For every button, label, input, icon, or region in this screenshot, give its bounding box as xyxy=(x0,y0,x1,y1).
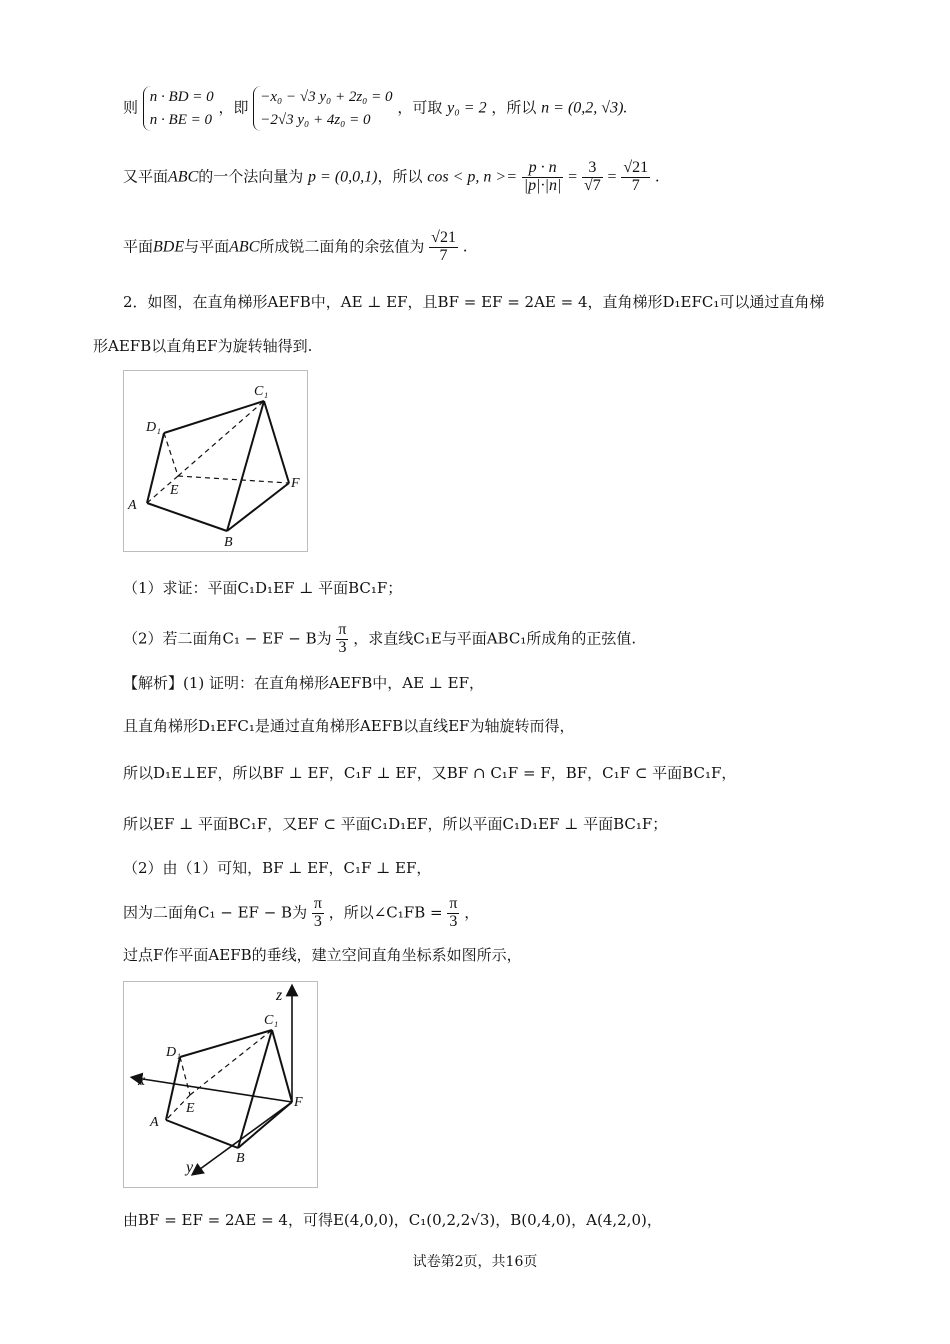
fraction-denominator: 7 xyxy=(631,176,640,194)
line6-text-c: ， xyxy=(464,903,480,922)
label-a: A xyxy=(150,1115,159,1130)
fraction-numerator: π xyxy=(449,895,458,912)
pi-over-3-fraction xyxy=(336,622,348,657)
fraction-denominator: √7 xyxy=(583,176,601,194)
solution-line-3: 所以D₁E⊥EF，所以BF ⊥ EF，C₁F ⊥ EF，又BF ∩ C₁F = F，BF，C₁F ⊂ 平面BC₁F， xyxy=(123,764,737,782)
axis-label-x: x xyxy=(138,1072,146,1089)
label-d1: D₁ xyxy=(166,1045,181,1060)
fraction-denominator: |p|·|n| xyxy=(523,176,562,194)
fraction-dot-over-norm xyxy=(522,160,564,195)
text-c: 所成锐二面角的余弦值为 xyxy=(259,237,425,256)
equals-sign: = xyxy=(568,168,578,186)
fraction-numerator: p · n xyxy=(522,160,564,178)
plane-abc: ABC xyxy=(229,238,260,256)
fraction-denominator: 3 xyxy=(338,638,347,656)
so-text: ，所以 xyxy=(491,98,537,117)
label-b: B xyxy=(236,1151,245,1166)
pi-over-3-fraction xyxy=(447,896,459,931)
solution-line-6 xyxy=(123,896,479,931)
solution-line-4: 所以EF ⊥ 平面BC₁F，又EF ⊂ 平面C₁D₁EF，所以平面C₁D₁EF ⊥ 平面BC₁F； xyxy=(123,815,668,833)
question-2-line-1: 2．如图，在直角梯形AEFB中，AE ⊥ EF，且BF = EF = 2AE = 4，直角梯形D₁EFC₁可以通过直角梯 xyxy=(123,293,825,311)
text-so: ，所以 xyxy=(377,167,423,186)
label-e: E xyxy=(186,1101,195,1116)
fraction-numerator: √21 xyxy=(431,229,456,246)
question-2-part-2 xyxy=(123,622,636,657)
prism-diagram xyxy=(124,371,307,551)
solution-line-cosine xyxy=(123,160,660,195)
period: . xyxy=(654,167,660,186)
question-2-part-1: （1）求证：平面C₁D₁EF ⊥ 平面BC₁F； xyxy=(123,579,403,597)
label-a: A xyxy=(128,498,137,513)
solution-line-2: 且直角梯形D₁EFC₁是通过直角梯形AEFB以直线EF为轴旋转而得， xyxy=(123,717,575,735)
line6-text-a: 因为二面角C₁ − EF − B为 xyxy=(123,903,308,922)
axis-label-z: z xyxy=(276,987,283,1004)
label-d1: D₁ xyxy=(146,420,161,435)
text-b: 的一个法向量为 xyxy=(198,167,304,186)
eq-n-dot-be: n · BE = 0 xyxy=(149,111,212,128)
normal-vector-n: n = (0,2, √3). xyxy=(541,99,628,117)
vector-p: p = (0,0,1) xyxy=(308,168,378,186)
y0-value: y₀ = 2 xyxy=(447,99,487,117)
figure-coordinate-system xyxy=(123,981,318,1188)
pi-over-3-fraction xyxy=(312,896,324,931)
equals-sign: = xyxy=(607,168,617,186)
take-text: ，可取 xyxy=(397,98,443,117)
fraction-3-over-root7 xyxy=(582,160,603,195)
label-f: F xyxy=(291,476,300,491)
eq-n-dot-bd: n · BD = 0 xyxy=(149,89,214,105)
page-footer: 试卷第2页，共16页 xyxy=(412,1254,538,1270)
period: . xyxy=(462,237,468,256)
plane-abc: ABC xyxy=(168,168,199,186)
cos-expression: cos < p, n >= xyxy=(427,168,517,186)
fraction-denominator: 3 xyxy=(449,912,458,930)
solution-line-answer xyxy=(123,230,468,265)
mid-text: ，即 xyxy=(218,98,249,117)
fraction-numerator: π xyxy=(313,895,322,912)
equation-system-1 xyxy=(143,86,214,131)
text-a: 又平面 xyxy=(123,167,169,186)
solution-line-8: 由BF = EF = 2AE = 4，可得E(4,0,0)，C₁(0,2,2√3)，B(0,4,0)，A(4,2,0)， xyxy=(123,1211,662,1229)
solution-line-5: （2）由（1）可知，BF ⊥ EF，C₁F ⊥ EF， xyxy=(123,859,432,877)
axis-label-y: y xyxy=(186,1159,194,1176)
label-f: F xyxy=(294,1095,303,1110)
answer-fraction xyxy=(429,230,458,265)
text-a: 平面 xyxy=(123,237,154,256)
part2-text-a: （2）若二面角C₁ − EF − B为 xyxy=(123,629,332,648)
fraction-denominator: 3 xyxy=(313,912,322,930)
label-e: E xyxy=(170,483,179,498)
eq-system2-row1: −x₀ − √3 y₀ + 2z₀ = 0 xyxy=(260,89,393,105)
label-b: B xyxy=(224,535,233,550)
part2-text-b: ，求直线C₁E与平面ABC₁所成角的正弦值. xyxy=(353,629,637,648)
fraction-numerator: 3 xyxy=(582,160,603,178)
solution-line-1: 【解析】(1) 证明：在直角梯形AEFB中，AE ⊥ EF， xyxy=(123,674,485,692)
equation-system-2 xyxy=(253,86,392,131)
text-b: 与平面 xyxy=(184,237,230,256)
label-c1: C₁ xyxy=(254,384,269,399)
fraction-numerator: √21 xyxy=(623,159,649,176)
label-c1: C₁ xyxy=(264,1013,279,1028)
figure-prism xyxy=(123,370,308,552)
fraction-root21-over-7 xyxy=(621,160,650,195)
question-2-line-2: 形AEFB以直角EF为旋转轴得到. xyxy=(93,337,313,355)
line6-text-b: ，所以∠C₁FB = xyxy=(328,903,443,922)
coordinate-diagram xyxy=(124,982,317,1187)
fraction-denominator: 7 xyxy=(439,246,448,264)
eq-system2-row2: −2√3 y₀ + 4z₀ = 0 xyxy=(260,111,371,128)
fraction-numerator: π xyxy=(338,621,347,638)
solution-line-7: 过点F作平面AEFB的垂线，建立空间直角坐标系如图所示， xyxy=(123,946,522,964)
plane-bde: BDE xyxy=(153,238,185,256)
prefix-text: 则 xyxy=(123,98,139,117)
solution-line-normal-vector xyxy=(123,86,627,131)
